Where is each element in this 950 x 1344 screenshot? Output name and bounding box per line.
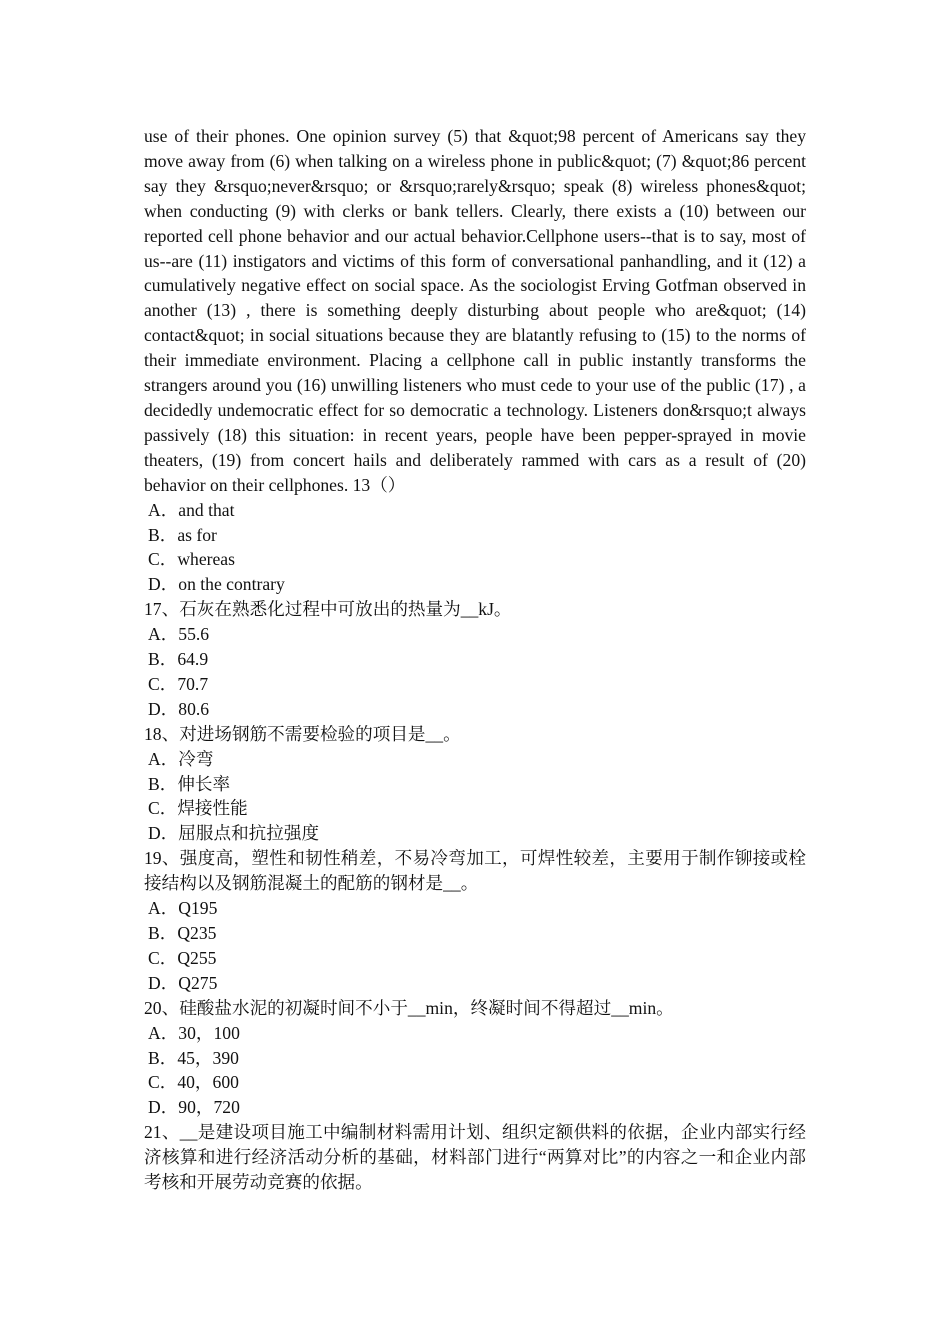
question-20-option-d: D．90，720 — [148, 1097, 240, 1118]
question-18-option-b: B．伸长率 — [148, 773, 231, 794]
question-19-option-a: A．Q195 — [148, 898, 218, 919]
question-17-stem: 17、石灰在熟悉化过程中可放出的热量为__kJ。 — [144, 599, 512, 620]
passage-option-d: D．on the contrary — [148, 574, 285, 595]
question-17-option-d: D．80.6 — [148, 698, 210, 719]
question-18-stem: 18、对进场钢筋不需要检验的项目是__。 — [144, 723, 461, 744]
passage-option-c: C．whereas — [148, 549, 235, 570]
question-20-stem: 20、硅酸盐水泥的初凝时间不小于__min，终凝时间不得超过__min。 — [144, 997, 674, 1018]
question-18-option-a: A．冷弯 — [148, 748, 214, 769]
question-19-stem: 19、强度高，塑性和韧性稍差，不易冷弯加工，可焊性较差，主要用于制作铆接或栓接结构以及钢筋混凝土的配筋的钢材是__。 — [144, 848, 806, 894]
reading-passage: use of their phones. One opinion survey (5) that &quot;98 percent of Americans say they move away from (6) when talking on a wireless phone in public&quot; (7) &quot;86 percent say they &rsquo;never&rsquo; or &rsquo;rarely&rsquo; speak (8) wireless phones&quot; when conducting (9) with clerks or bank tellers. Clearly, there exists a (10) between our reported cell phone behavior and our actual behavior.Cellphone users--that is to say, most of us--are (11) instigators and victims of this form of conversational panhandling, and it (12) a cumulatively negative effect on social space. As the sociologist Erving Gotfman observed in another (13) , there is something deeply disturbing about people who are&quot; (14) contact&quot; in social situations because they are blatantly refusing to (15) to the norms of their immediate environment. Placing a cellphone call in public instantly transforms the strangers around you (16) unwilling listeners who must cede to your use of the public (17) , a decidedly undemocratic effect for so democratic a technology. Listeners don&rsquo;t always passively (18) this situation: in recent years, people have been pepper-sprayed in movie theaters, (19) from concert hails and deliberately rammed with cars as a result of (20) behavior on their cellphones. 13（） — [144, 126, 806, 495]
question-20-option-a: A．30，100 — [148, 1022, 240, 1043]
question-20-option-b: B．45，390 — [148, 1047, 239, 1068]
document-page — [144, 124, 806, 1195]
question-18-option-d: D．屈服点和抗拉强度 — [148, 823, 320, 844]
question-19-option-c: C．Q255 — [148, 947, 217, 968]
question-21-stem: 21、__是建设项目施工中编制材料需用计划、组织定额供料的依据，企业内部实行经济核算和进行经济活动分析的基础，材料部门进行“两算对比”的内容之一和企业内部考核和开展劳动竞赛的依据。 — [144, 1122, 806, 1193]
passage-option-b: B．as for — [148, 524, 217, 545]
question-17-option-b: B．64.9 — [148, 649, 209, 670]
question-20-option-c: C．40，600 — [148, 1072, 239, 1093]
question-19-option-d: D．Q275 — [148, 972, 218, 993]
question-17-option-c: C．70.7 — [148, 673, 209, 694]
question-19-option-b: B．Q235 — [148, 923, 217, 943]
question-18-option-c: C．焊接性能 — [148, 798, 248, 819]
question-17-option-a: A．55.6 — [148, 624, 210, 645]
passage-option-a: A．and that — [148, 499, 235, 520]
